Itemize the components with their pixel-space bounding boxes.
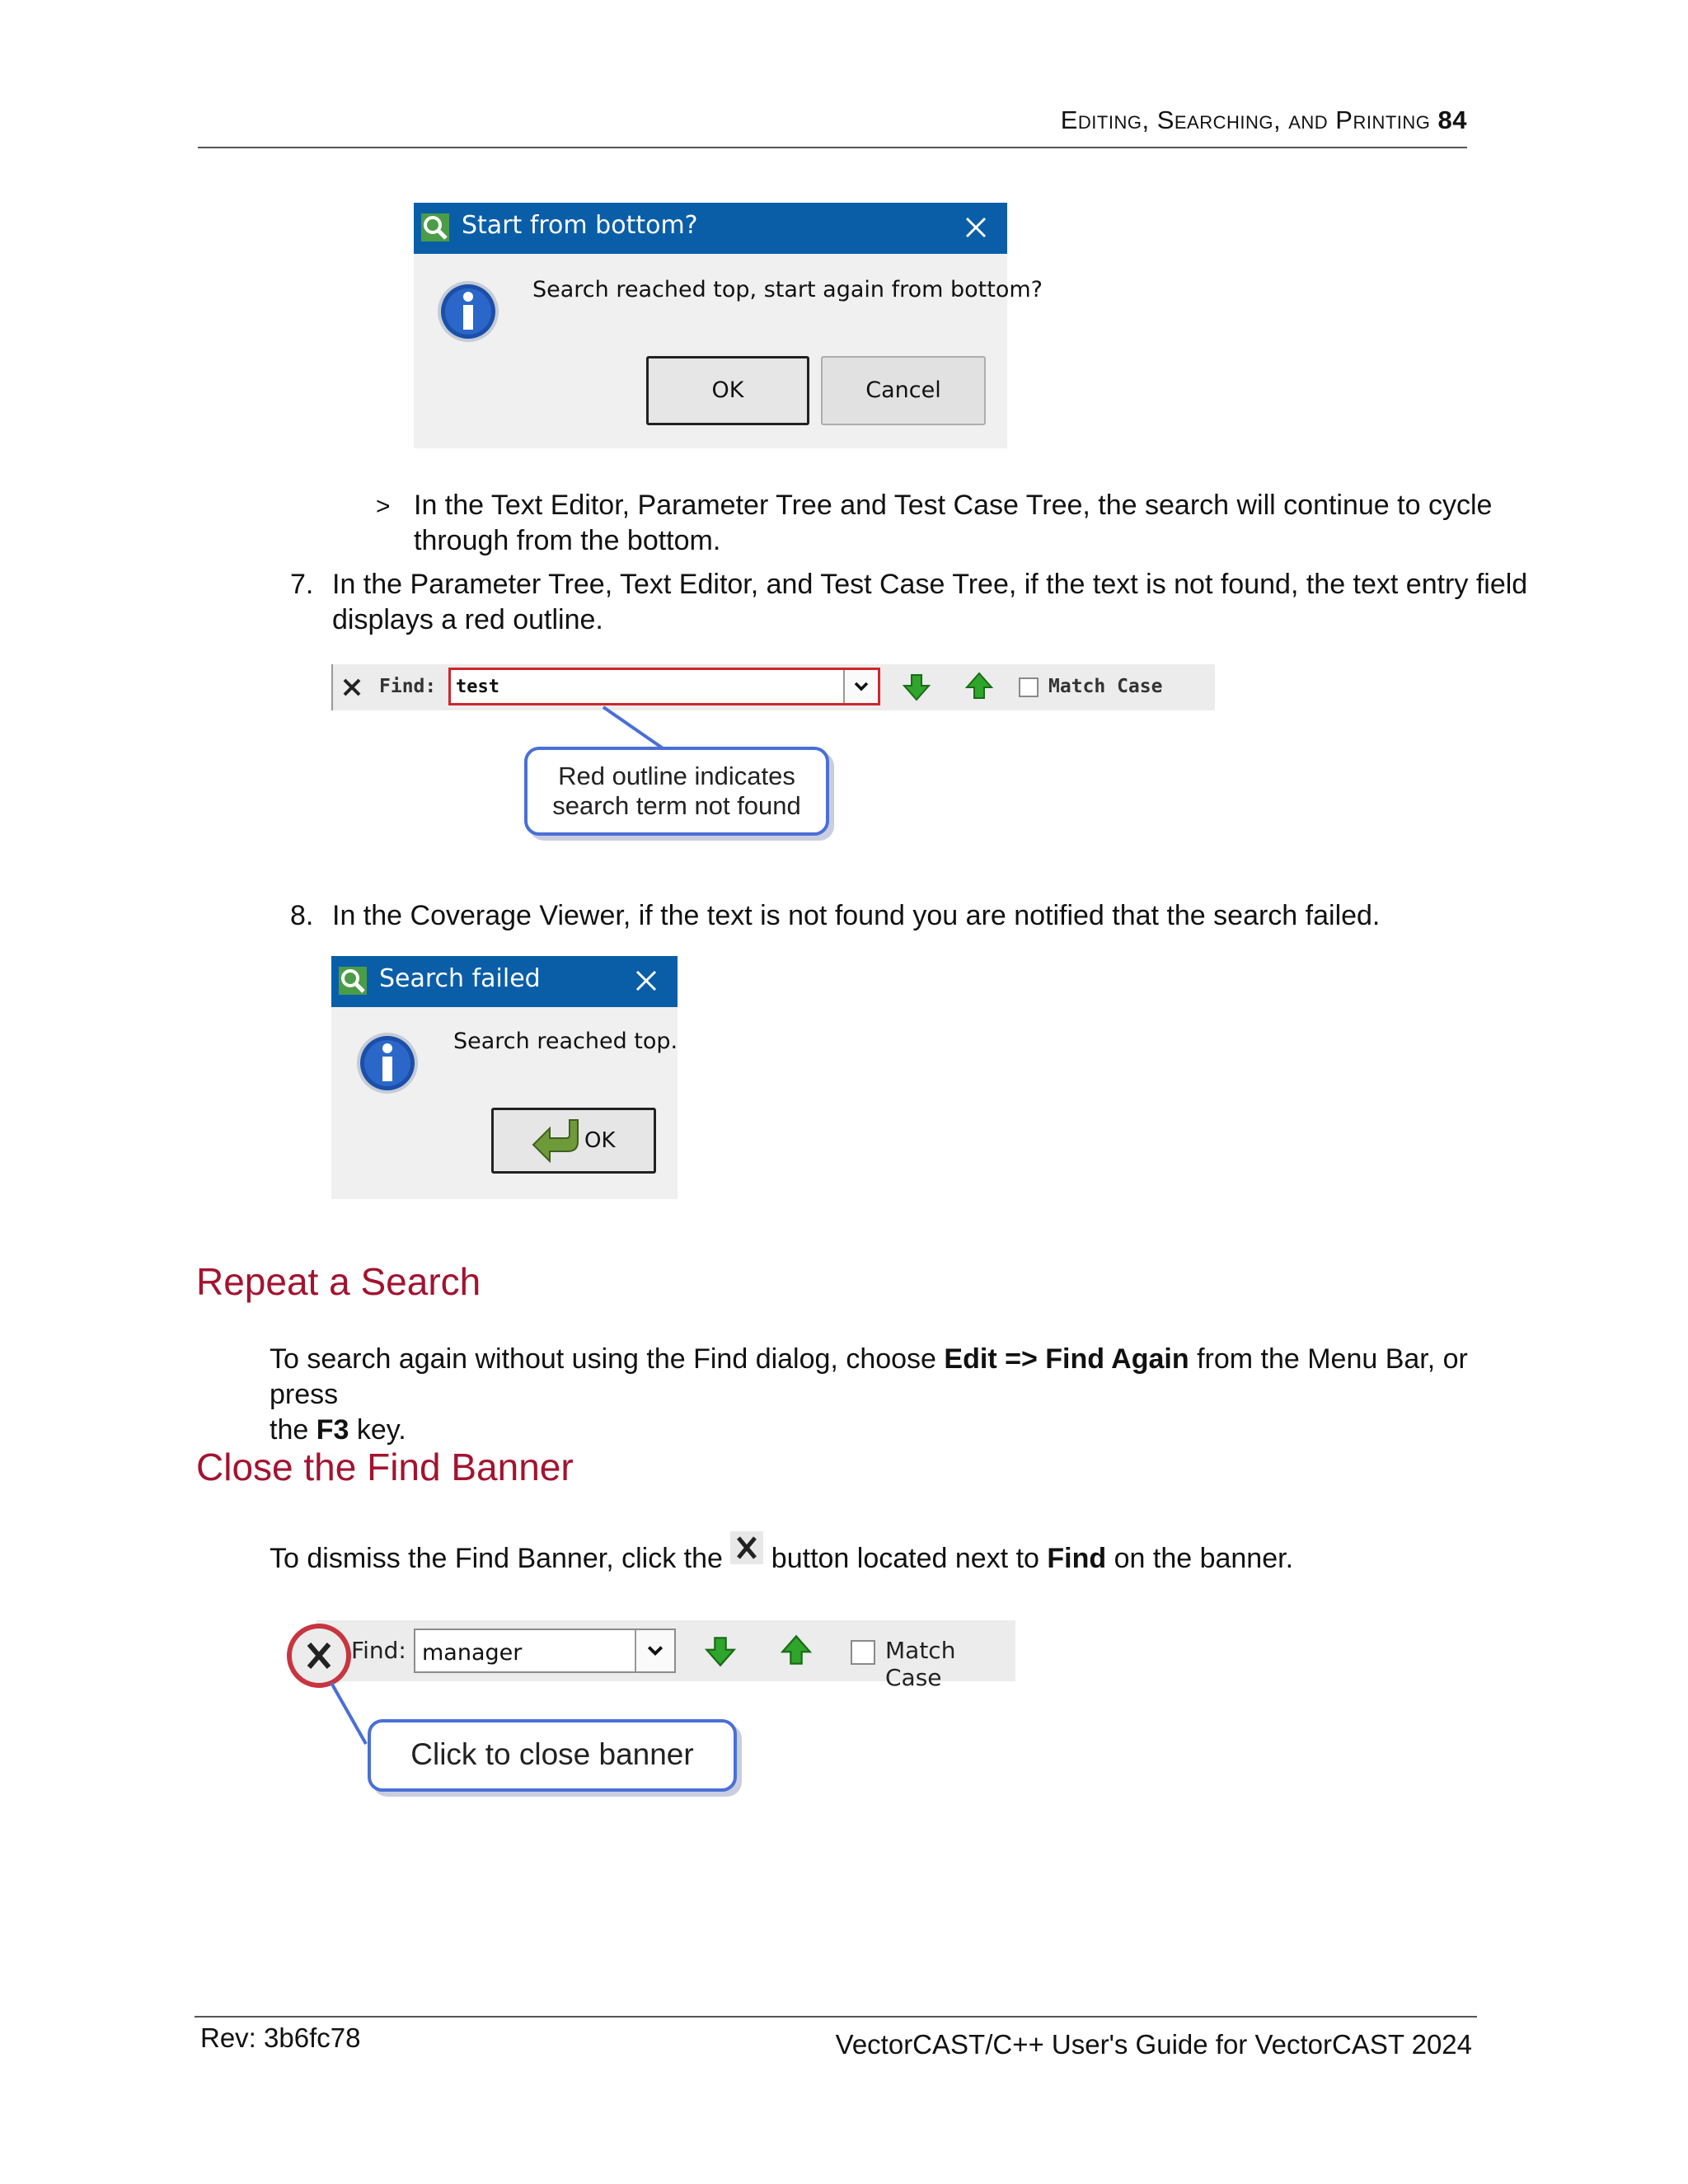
chevron-down-icon xyxy=(853,678,870,695)
header-section-title: Editing, Searching, and Printing xyxy=(1060,105,1431,134)
find-label: Find: xyxy=(351,1637,406,1664)
footer-guide-title: VectorCAST/C++ User's Guide for VectorCAST 2024 xyxy=(835,2029,1472,2060)
header-text xyxy=(1061,105,1467,135)
ok-label: OK xyxy=(584,1128,616,1153)
dialog-message: Search reached top. xyxy=(453,1029,678,1054)
search-app-icon xyxy=(338,966,368,996)
close-banner-heading: Close the Find Banner xyxy=(196,1446,574,1488)
find-word: Find xyxy=(1047,1543,1107,1574)
callout-line2: search term not found xyxy=(552,791,801,820)
footer-rule xyxy=(195,2016,1477,2018)
close-banner-button-highlight[interactable] xyxy=(287,1624,351,1688)
match-case-label: Match Case xyxy=(1048,676,1163,697)
item8-text: In the Coverage Viewer, if the text is not found you are notified that the search failed. xyxy=(332,900,1381,931)
find-input-value: manager xyxy=(422,1640,523,1666)
close-icon[interactable] xyxy=(964,216,987,239)
close-banner-para xyxy=(270,1541,1489,1577)
text-run: from the Menu Bar, or press xyxy=(270,1343,1468,1410)
start-from-bottom-dialog xyxy=(414,203,1043,448)
info-icon xyxy=(354,1030,420,1096)
inline-close-icon xyxy=(730,1531,763,1564)
key-name: F3 xyxy=(316,1414,349,1446)
bullet-marker: > xyxy=(376,493,391,520)
cancel-button[interactable]: Cancel xyxy=(821,356,986,425)
match-case-checkbox[interactable] xyxy=(1019,677,1039,697)
close-banner-callout xyxy=(368,1719,737,1792)
find-previous-icon[interactable] xyxy=(964,671,994,701)
dialog-title: Search failed xyxy=(379,964,541,993)
item7-text-line2: displays a red outline. xyxy=(332,604,603,635)
dropdown-button[interactable] xyxy=(843,670,878,703)
match-case-label: Match Case xyxy=(885,1637,956,1691)
item7-text-line1: In the Parameter Tree, Text Editor, and Test Case Tree, if the text is not found, the text entry field xyxy=(332,569,1528,600)
callout-line1: Red outline indicates xyxy=(558,762,795,790)
search-failed-dialog xyxy=(331,956,678,1199)
chevron-down-icon xyxy=(646,1642,664,1660)
text-run: key. xyxy=(349,1414,406,1446)
find-banner xyxy=(331,664,1215,710)
find-input-value: test xyxy=(456,677,499,697)
find-label: Find: xyxy=(379,676,437,697)
find-next-icon[interactable] xyxy=(704,1635,737,1668)
find-input[interactable] xyxy=(414,1629,676,1673)
callout-text: Click to close banner xyxy=(410,1737,694,1771)
find-previous-icon[interactable] xyxy=(780,1633,813,1666)
dropdown-button[interactable] xyxy=(635,1630,674,1671)
find-input[interactable] xyxy=(448,668,880,705)
close-banner-icon[interactable] xyxy=(341,677,363,698)
repeat-search-heading: Repeat a Search xyxy=(196,1260,481,1303)
ok-button[interactable] xyxy=(491,1108,656,1174)
find-next-icon[interactable] xyxy=(902,673,931,702)
item-number: 8. xyxy=(290,900,314,931)
search-app-icon xyxy=(420,213,450,242)
match-case-checkbox[interactable] xyxy=(851,1640,875,1665)
close-icon[interactable] xyxy=(635,969,658,992)
bullet-text-line1: In the Text Editor, Parameter Tree and Test Case Tree, the search will continue to cycle xyxy=(414,490,1493,521)
text-run: To search again without using the Find dialog, choose xyxy=(270,1343,945,1375)
menu-path: Edit => Find Again xyxy=(944,1343,1189,1375)
text-run: the xyxy=(270,1414,316,1446)
item-number: 7. xyxy=(290,569,314,600)
text-run: on the banner. xyxy=(1106,1543,1294,1574)
dialog-title: Start from bottom? xyxy=(462,211,698,240)
find-banner xyxy=(316,1620,1015,1691)
page-header xyxy=(198,105,1467,148)
bullet-text-line2: through from the bottom. xyxy=(414,525,721,556)
page-number: 84 xyxy=(1437,105,1467,134)
text-run: To dismiss the Find Banner, click the xyxy=(270,1543,731,1574)
dialog-title-bar xyxy=(414,203,1007,254)
return-arrow-icon xyxy=(530,1117,579,1163)
dialog-title-bar xyxy=(331,956,678,1007)
dialog-message: Search reached top, start again from bottom? xyxy=(532,277,1043,302)
close-banner-icon xyxy=(302,1639,335,1672)
repeat-search-para xyxy=(270,1342,1489,1448)
ok-button[interactable]: OK xyxy=(646,356,809,425)
red-outline-callout xyxy=(524,747,829,836)
footer-rev: Rev: 3b6fc78 xyxy=(200,2022,361,2053)
text-run: button located next to xyxy=(763,1543,1048,1574)
info-icon xyxy=(435,279,501,344)
